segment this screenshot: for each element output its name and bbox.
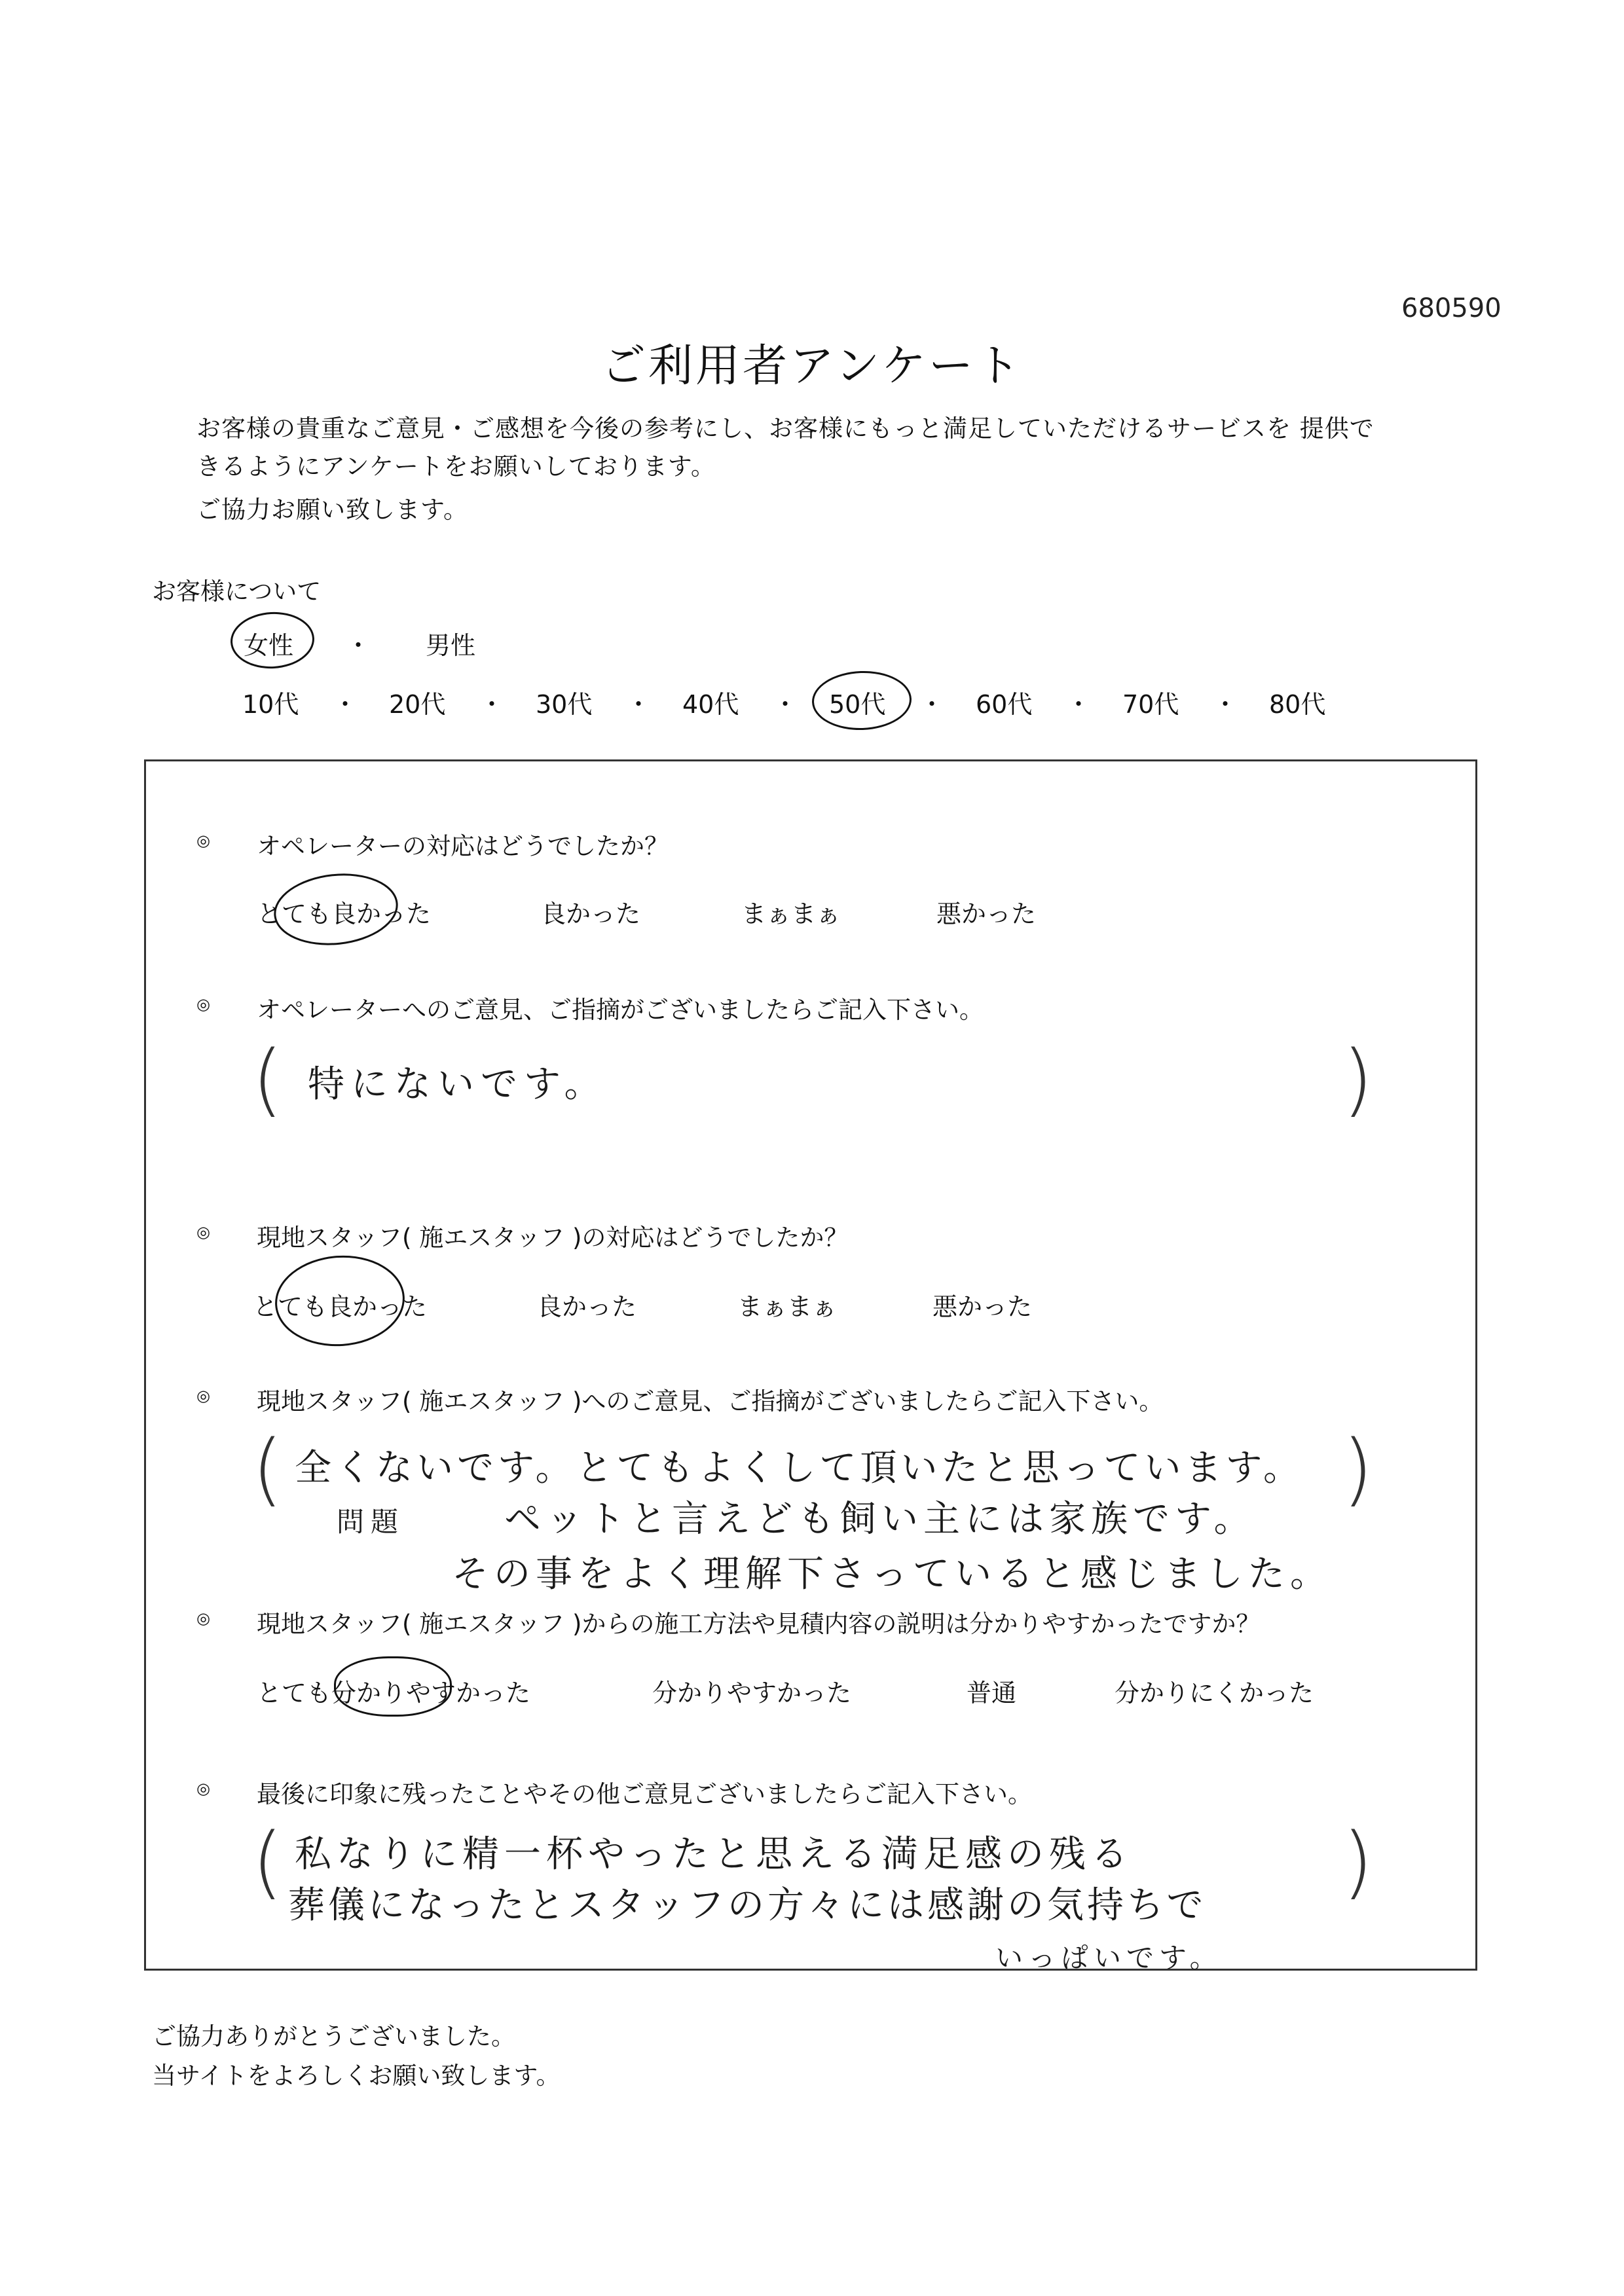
bullet-icon: ◎ [196, 1387, 210, 1405]
bullet-icon: ◎ [196, 1223, 210, 1241]
q6-handwritten-line-2: 葬儀になったとスタッフの方々には感謝の気持ちで [288, 1884, 1207, 1927]
bullet-icon: ◎ [196, 1609, 210, 1628]
q4-handwritten-line-2: ペットと言えども飼い主には家族です。 [504, 1498, 1256, 1540]
selected-age-circle [811, 669, 912, 731]
question-4: 現地スタッフ( 施エスタッフ )へのご意見、ご指摘がございましたらご記入下さい。 [257, 1387, 1164, 1415]
bullet-icon: ◎ [196, 995, 210, 1013]
question-3: 現地スタッフ( 施エスタッフ )の対応はどうでしたか？ [257, 1224, 849, 1252]
q4-handwritten-line-1: 全くないです。とてもよくして頂いたと思っています。 [295, 1447, 1304, 1489]
separator-dot: ・ [479, 690, 505, 719]
q3-option-average[interactable]: まぁまぁ [737, 1292, 838, 1321]
q5-option-normal[interactable]: 普通 [967, 1679, 1017, 1707]
customer-section-label: お客様について [152, 577, 322, 606]
answer-bracket-left: ( [252, 1034, 283, 1125]
separator-dot: ・ [1066, 690, 1092, 719]
intro-line-3: ご協力お願い致します。 [196, 496, 469, 524]
answer-bracket-right: ) [1342, 1034, 1373, 1125]
q6-handwritten-line-3: いっぱいです。 [995, 1942, 1223, 1974]
gender-option-male[interactable]: 男性 [426, 631, 476, 660]
q1-option-average[interactable]: まぁまぁ [741, 900, 841, 928]
age-option-40s[interactable]: 40代 [682, 690, 739, 719]
q3-option-good[interactable]: 良かった [537, 1292, 637, 1321]
answer-bracket-left: ( [252, 1817, 283, 1908]
answer-bracket-left: ( [252, 1424, 283, 1515]
q5-selected-circle [334, 1656, 452, 1717]
selected-gender-circle [229, 610, 316, 671]
answer-bracket-right: ) [1342, 1817, 1373, 1908]
page-title: ご利用者アンケート [601, 340, 1023, 392]
intro-line-1: お客様の貴重なご意見・ご感想を今後の参考にし、お客様にもっと満足していただけるサービスを 提供で [196, 414, 1375, 443]
q1-option-very-good[interactable]: とても良かった [257, 900, 432, 928]
question-6: 最後に印象に残ったことやその他ご意見ございましたらご記入下さい。 [257, 1780, 1032, 1808]
q4-handwritten-insert-note: 問題 [337, 1506, 405, 1538]
age-option-20s[interactable]: 20代 [389, 690, 446, 719]
separator-dot: ・ [1213, 690, 1238, 719]
bullet-icon: ◎ [196, 831, 210, 850]
q5-option-clear[interactable]: 分かりやすかった [652, 1679, 852, 1707]
separator-dot: ・ [773, 690, 798, 719]
q2-handwritten-answer: 特にないです。 [308, 1063, 608, 1106]
q1-option-bad[interactable]: 悪かった [936, 900, 1037, 928]
age-option-50s[interactable]: 50代 [829, 690, 886, 719]
separator-dot: ・ [919, 690, 945, 719]
q5-option-very-clear[interactable]: とても分かりやすかった [257, 1679, 531, 1707]
q3-option-bad[interactable]: 悪かった [932, 1292, 1033, 1321]
age-option-60s[interactable]: 60代 [976, 690, 1033, 719]
thanks-line-1: ご協力ありがとうございました。 [152, 2022, 515, 2050]
q5-option-unclear[interactable]: 分かりにくかった [1115, 1679, 1314, 1707]
q3-option-very-good[interactable]: とても良かった [253, 1292, 428, 1321]
bullet-icon: ◎ [196, 1779, 210, 1798]
answer-bracket-right: ) [1342, 1424, 1373, 1515]
question-2: オペレーターへのご意見、ご指摘がございましたらご記入下さい。 [257, 996, 984, 1024]
thanks-line-2: 当サイトをよろしくお願い致します。 [152, 2062, 561, 2090]
separator-dot: ・ [346, 631, 371, 660]
age-option-30s[interactable]: 30代 [536, 690, 593, 719]
separator-dot: ・ [333, 690, 358, 719]
question-5: 現地スタッフ( 施エスタッフ )からの施工方法や見積内容の説明は分かりやすかったですか？ [257, 1610, 1261, 1638]
age-option-70s[interactable]: 70代 [1122, 690, 1179, 719]
gender-option-female[interactable]: 女性 [244, 631, 294, 660]
q1-option-good[interactable]: 良かった [541, 900, 641, 928]
intro-line-2: きるようにアンケートをお願いしております。 [196, 452, 716, 481]
document-id: 680590 [1401, 293, 1502, 323]
age-option-10s[interactable]: 10代 [242, 690, 299, 719]
q4-handwritten-line-3: その事をよく理解下さっていると感じました。 [452, 1553, 1332, 1595]
separator-dot: ・ [626, 690, 652, 719]
q6-handwritten-line-1: 私なりに精一杯やったと思える満足感の残る [295, 1833, 1133, 1876]
age-option-80s[interactable]: 80代 [1269, 690, 1326, 719]
question-1: オペレーターの対応はどうでしたか？ [257, 832, 669, 860]
